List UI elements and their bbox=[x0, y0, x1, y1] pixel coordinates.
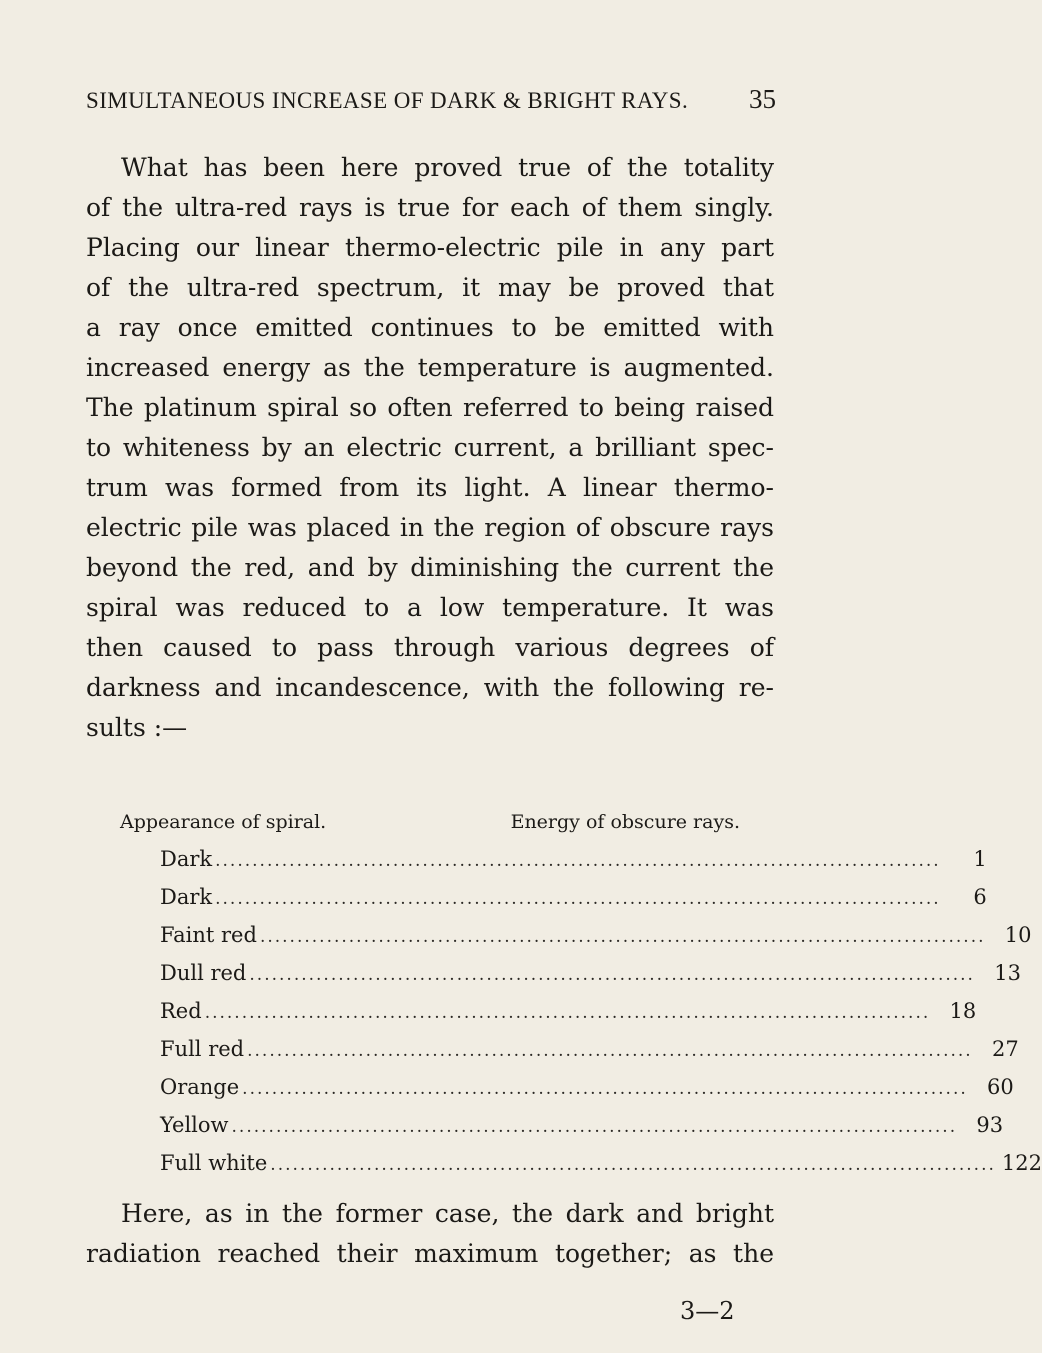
dot-leader: .................................................................................................. bbox=[249, 965, 975, 985]
table-row bbox=[160, 1068, 1014, 1106]
dot-leader: .................................................................................................. bbox=[215, 889, 941, 909]
dot-leader: .................................................................................................. bbox=[247, 1041, 973, 1061]
paragraph-line: of the ultra-red rays is true for each of them singly. bbox=[86, 193, 774, 222]
paragraph-line: then caused to pass through various degrees of bbox=[86, 633, 774, 662]
row-energy: 18 bbox=[949, 999, 977, 1023]
row-appearance: Red bbox=[160, 999, 202, 1023]
paragraph-line: Here, as in the former case, the dark and bright bbox=[121, 1199, 774, 1228]
row-energy: 122 bbox=[1001, 1151, 1042, 1175]
paragraph-line: Placing our linear thermo-electric pile in any part bbox=[86, 233, 774, 262]
row-energy: 60 bbox=[987, 1075, 1014, 1099]
running-title: SIMULTANEOUS INCREASE OF DARK & BRIGHT RAYS. bbox=[86, 88, 689, 113]
table-row bbox=[160, 954, 1021, 992]
paragraph-line: What has been here proved true of the totality bbox=[121, 153, 774, 182]
paragraph-line: of the ultra-red spectrum, it may be proved that bbox=[86, 273, 774, 302]
row-appearance: Orange bbox=[160, 1075, 240, 1099]
closing-paragraph bbox=[86, 1194, 774, 1274]
paragraph-line: to whiteness by an electric current, a brilliant spec- bbox=[86, 433, 774, 462]
page-header bbox=[86, 84, 776, 122]
paragraph-line: increased energy as the temperature is augmented. bbox=[86, 353, 774, 382]
row-energy: 6 bbox=[973, 885, 987, 909]
table-row bbox=[160, 840, 987, 878]
column-header-appearance: Appearance of spiral. bbox=[120, 811, 327, 833]
row-energy: 27 bbox=[991, 1037, 1019, 1061]
paragraph-line: darkness and incandescence, with the following re- bbox=[86, 673, 774, 702]
dot-leader: .................................................................................................. bbox=[231, 1117, 958, 1137]
table-row bbox=[160, 916, 1032, 954]
row-appearance: Faint red bbox=[160, 923, 257, 947]
row-energy: 1 bbox=[973, 847, 987, 871]
row-energy: 13 bbox=[994, 961, 1021, 985]
paragraph-line: a ray once emitted continues to be emitted with bbox=[86, 313, 774, 342]
signature-mark: 3—2 bbox=[680, 1297, 735, 1325]
row-appearance: Yellow bbox=[160, 1113, 229, 1137]
body-paragraph bbox=[86, 148, 774, 748]
paragraph-line: trum was formed from its light. A linear thermo- bbox=[86, 473, 774, 502]
paragraph-line: sults :— bbox=[86, 713, 188, 742]
dot-leader: .................................................................................................. bbox=[204, 1003, 931, 1023]
dot-leader: .................................................................................................. bbox=[242, 1079, 968, 1099]
row-appearance: Dull red bbox=[160, 961, 247, 985]
paragraph-line: spiral was reduced to a low temperature. It was bbox=[86, 593, 774, 622]
table-row bbox=[160, 992, 977, 1030]
row-appearance: Full red bbox=[160, 1037, 245, 1061]
energy-table bbox=[160, 840, 1042, 1182]
paragraph-line: The platinum spiral so often referred to being raised bbox=[86, 393, 774, 422]
table-row bbox=[160, 1030, 1019, 1068]
table-header bbox=[120, 811, 740, 839]
row-energy: 93 bbox=[976, 1113, 1004, 1137]
table-row bbox=[160, 878, 987, 916]
paragraph-line: radiation reached their maximum together; as the bbox=[86, 1239, 774, 1268]
row-appearance: Dark bbox=[160, 847, 213, 871]
dot-leader: .................................................................................................. bbox=[259, 927, 986, 947]
row-energy: 10 bbox=[1004, 923, 1032, 947]
row-appearance: Dark bbox=[160, 885, 213, 909]
dot-leader: .................................................................................................. bbox=[270, 1155, 996, 1175]
column-header-energy: Energy of obscure rays. bbox=[510, 811, 740, 833]
paragraph-line: electric pile was placed in the region of obscure rays bbox=[86, 513, 774, 542]
table-row bbox=[160, 1106, 1004, 1144]
page-number: 35 bbox=[749, 84, 776, 114]
dot-leader: .................................................................................................. bbox=[215, 851, 941, 871]
paragraph-line: beyond the red, and by diminishing the current the bbox=[86, 553, 774, 582]
table-row bbox=[160, 1144, 1042, 1182]
row-appearance: Full white bbox=[160, 1151, 268, 1175]
